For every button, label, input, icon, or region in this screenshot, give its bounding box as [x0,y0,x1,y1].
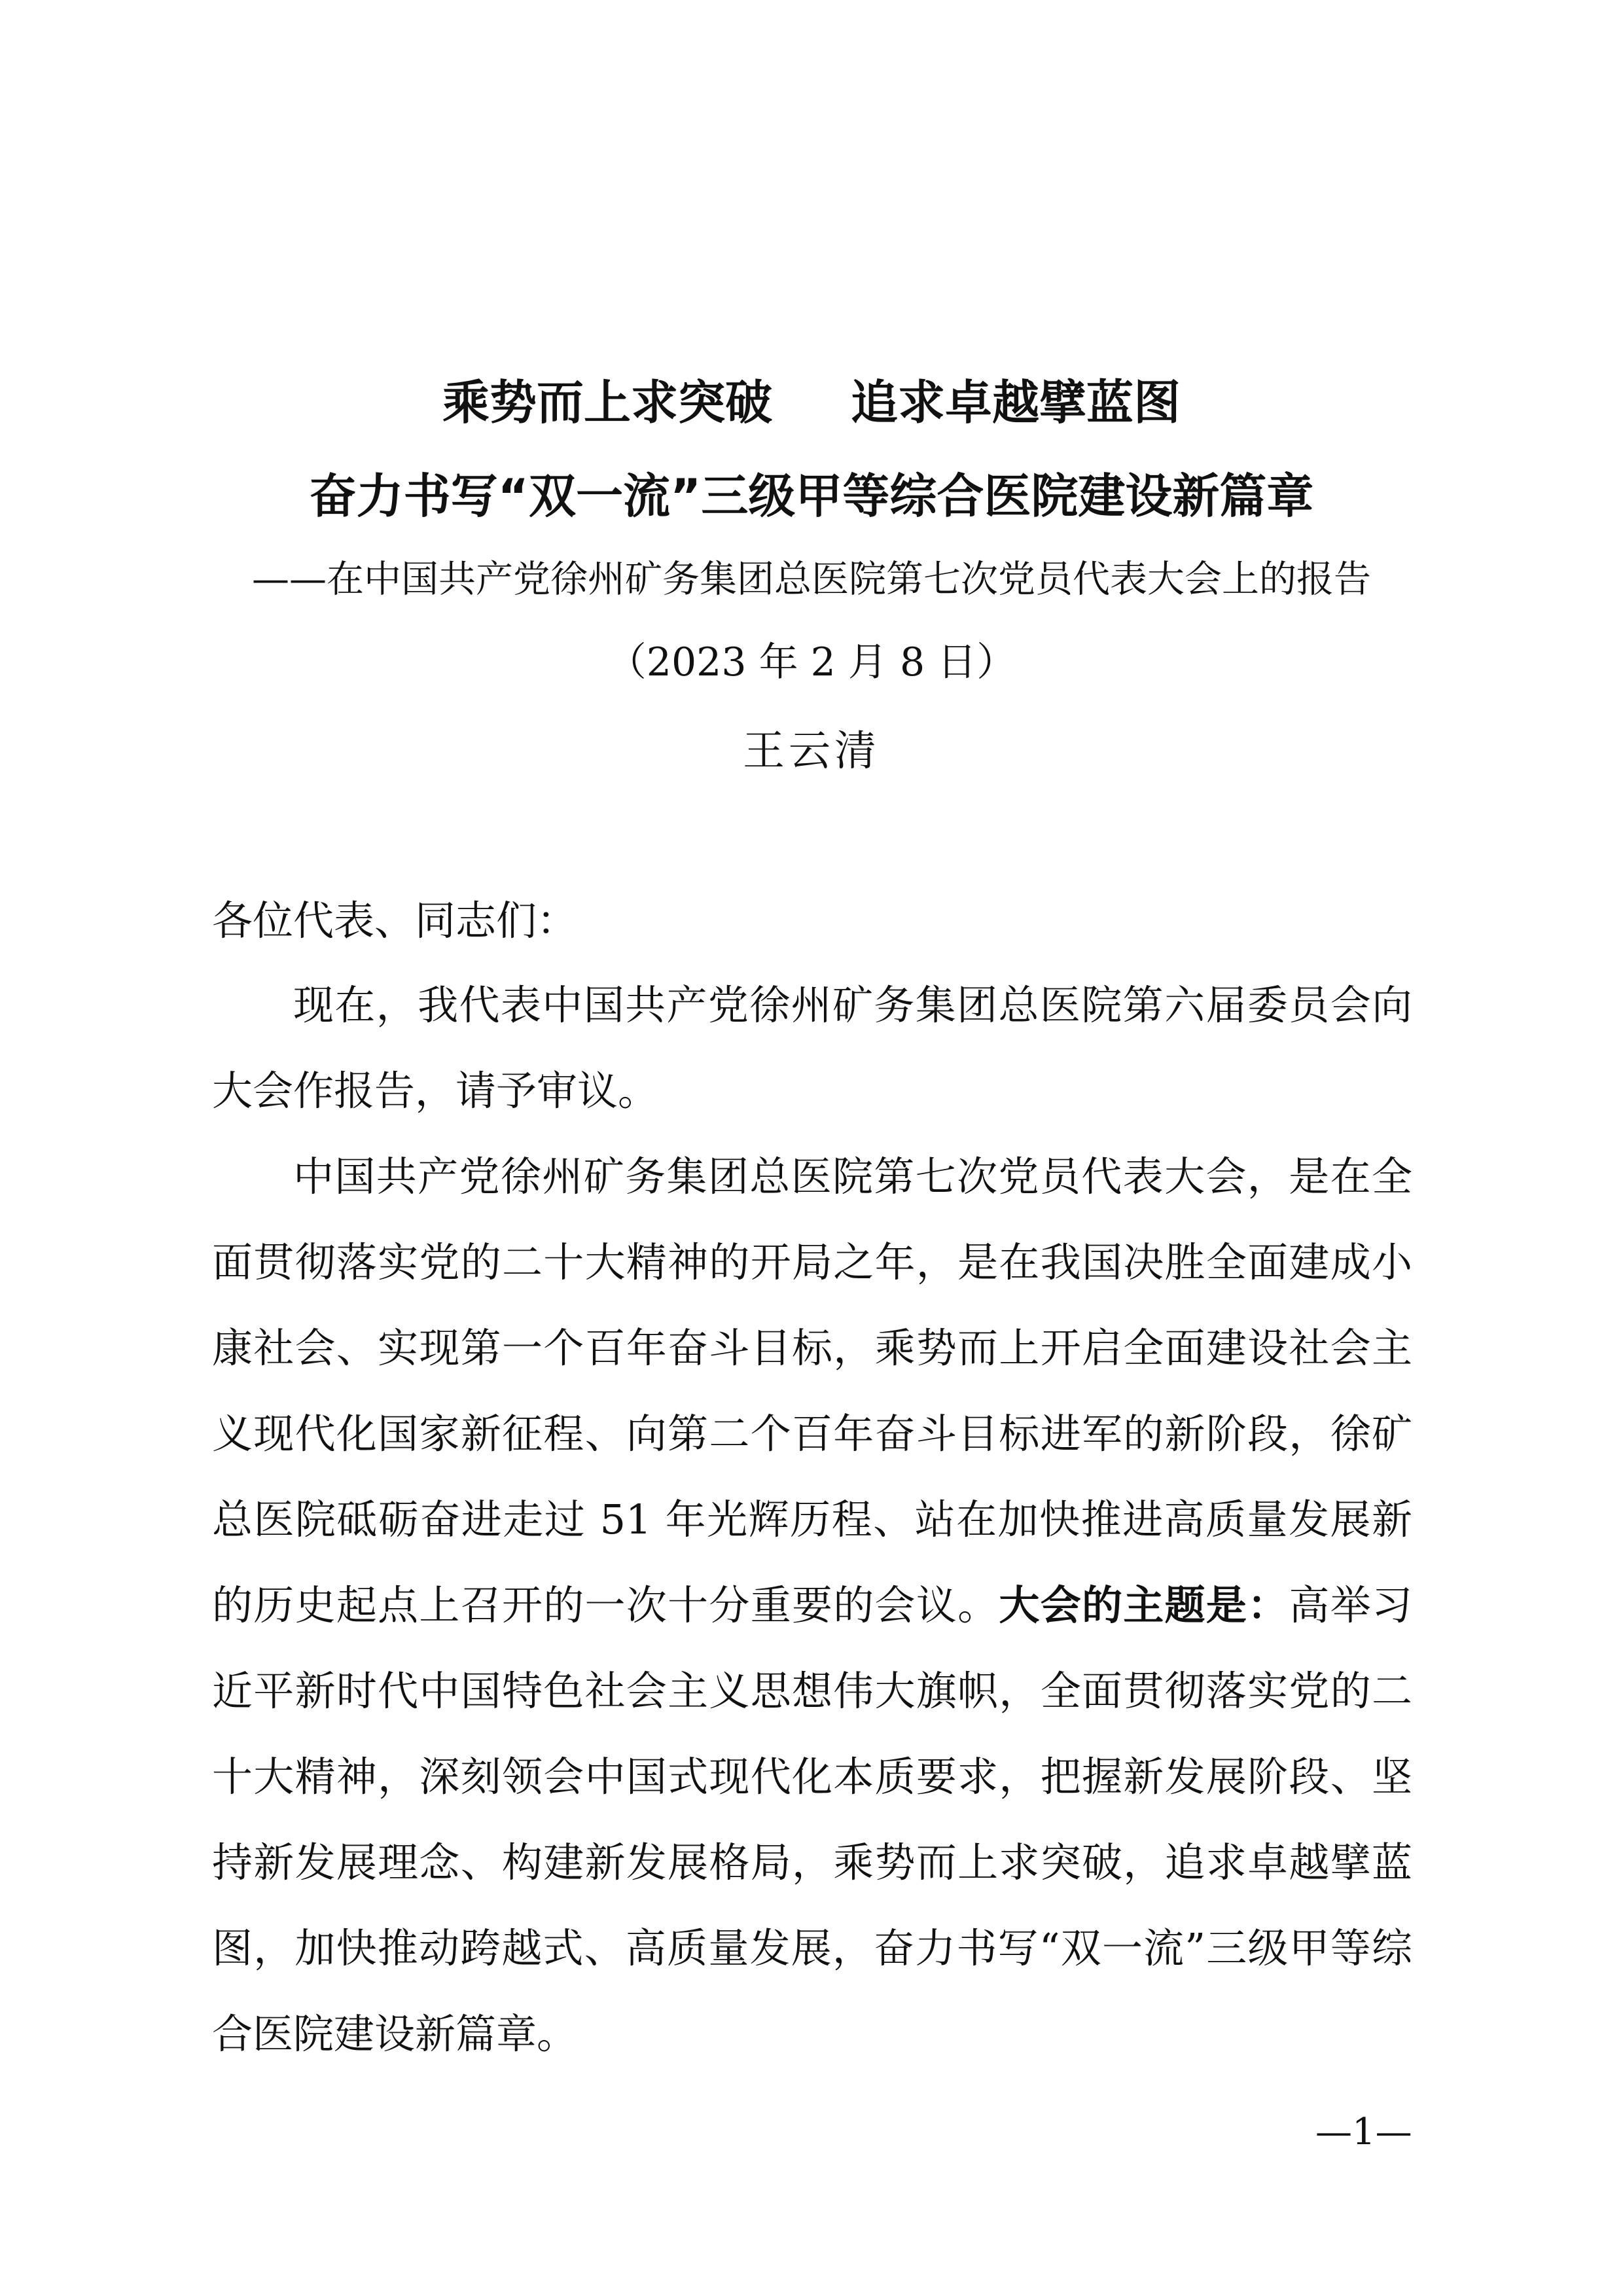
report-date: （2023 年 2 月 8 日） [607,639,1016,685]
title-phrase-1: 乘势而上求突破 [442,375,772,430]
theme-label: 大会的主题是： [999,1581,1289,1629]
paragraph-2-theme: 高举习近平新时代中国特色社会主义思想伟大旗帜，全面贯彻落实党的二十大精神，深刻领会中国式现代化本质要求，把握新发展阶段、坚持新发展理念、构建新发展格局，乘势而上求突破，追求卓越擘蓝图，加快推动跨越式、高质量发展，奋力书写“双一流”三级甲等综合医院建设新篇章。 [212,1581,1412,2058]
report-title-line-1 [0,373,1623,432]
report-title-line-2: 奋力书写“双一流”三级甲等综合医院建设新篇章 [309,469,1314,524]
paragraph-2 [212,1134,1412,2077]
title-phrase-2: 追求卓越擘蓝图 [851,375,1181,430]
paragraph-2-intro: 中国共产党徐州矿务集团总医院第七次党员代表大会，是在全面贯彻落实党的二十大精神的开局之年，是在我国决胜全面建成小康社会、实现第一个百年奋斗目标，乘势而上开启全面建设社会主义现代化国家新征程、向第二个百年奋斗目标进军的新阶段，徐矿总医院砥砺奋进走过 51 年光辉历程、站在加快推进高质量发展新的历史起点上召开的一次十分重要的会议。 [212,1153,1412,1629]
report-subtitle: ——在中国共产党徐州矿务集团总医院第七次党员代表大会上的报告 [252,558,1371,601]
page-number: —1— [1315,2111,1412,2153]
report-author: 王云清 [743,727,880,776]
paragraph-1: 现在，我代表中国共产党徐州矿务集团总医院第六届委员会向大会作报告，请予审议。 [212,981,1412,1115]
salutation: 各位代表、同志们： [212,897,578,944]
